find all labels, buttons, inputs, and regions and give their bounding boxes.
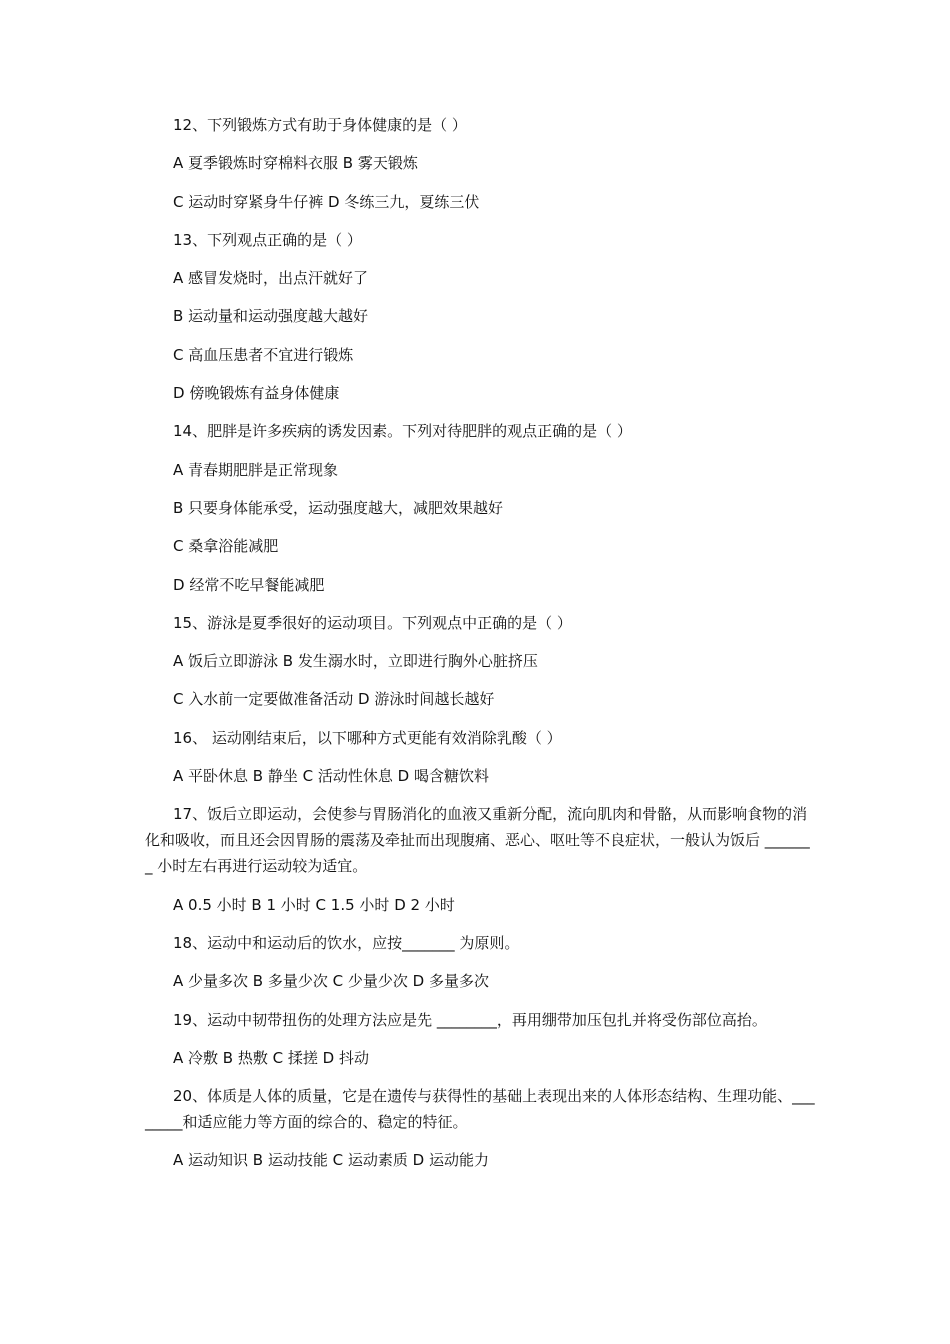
question-text: 18、运动中和运动后的饮水，应按_______ 为原则。: [173, 933, 520, 952]
question-text: 14、肥胖是许多疾病的诱发因素。下列对待肥胖的观点正确的是（ ）: [173, 422, 632, 441]
answer-options: A 青春期肥胖是正常现象: [173, 460, 339, 479]
question-text: 15、游泳是夏季很好的运动项目。下列观点中正确的是（ ）: [173, 613, 572, 632]
answer-options: C 入水前一定要做准备活动 D 游泳时间越长越好: [173, 690, 495, 709]
answer-options: B 运动量和运动强度越大越好: [173, 307, 369, 326]
answer-options: D 经常不吃早餐能减肥: [173, 575, 325, 594]
answer-options: C 桑拿浴能减肥: [173, 537, 279, 556]
question-text: 13、下列观点正确的是（ ）: [173, 230, 362, 249]
document-content: [145, 112, 815, 1173]
answer-options: A 冷敷 B 热敷 C 揉搓 D 抖动: [173, 1048, 369, 1067]
answer-options: A 0.5 小时 B 1 小时 C 1.5 小时 D 2 小时: [173, 895, 455, 914]
answer-options: A 运动知识 B 运动技能 C 运动素质 D 运动能力: [173, 1151, 489, 1170]
answer-options: A 少量多次 B 多量少次 C 少量少次 D 多量多次: [173, 972, 489, 991]
question-text: 17、饭后立即运动，会使参与胃肠消化的血液又重新分配，流向肌肉和骨骼，从而影响食物的消化和吸收，而且还会因胃肠的震荡及牵扯而出现腹痛、恶心、呕吐等不良症状，一般认为饭后 _______ 小时左右再进行运动较为适宜。: [145, 805, 810, 876]
answer-options: A 感冒发烧时，出点汗就好了: [173, 269, 369, 288]
answer-options: C 高血压患者不宜进行锻炼: [173, 345, 354, 364]
question-text: 20、体质是人体的质量，它是在遗传与获得性的基础上表现出来的人体形态结构、生理功能、________和适应能力等方面的综合的、稳定的特征。: [145, 1087, 815, 1132]
question-text: 19、运动中韧带扭伤的处理方法应是先 ________，再用绷带加压包扎并将受伤部位高抬。: [173, 1010, 767, 1029]
question-text: 12、下列锻炼方式有助于身体健康的是（ ）: [173, 116, 467, 134]
question-text: 16、 运动刚结束后，以下哪种方式更能有效消除乳酸（ ）: [173, 728, 562, 747]
answer-options: B 只要身体能承受，运动强度越大，减肥效果越好: [173, 498, 504, 517]
answer-options: A 夏季锻炼时穿棉料衣服 B 雾天锻炼: [173, 154, 418, 173]
answer-options: D 傍晚锻炼有益身体健康: [173, 384, 340, 403]
answer-options: C 运动时穿紧身牛仔裤 D 冬练三九，夏练三伏: [173, 192, 480, 211]
answer-options: A 平卧休息 B 静坐 C 活动性休息 D 喝含糖饮料: [173, 767, 489, 786]
answer-options: A 饭后立即游泳 B 发生溺水时，立即进行胸外心脏挤压: [173, 652, 538, 671]
